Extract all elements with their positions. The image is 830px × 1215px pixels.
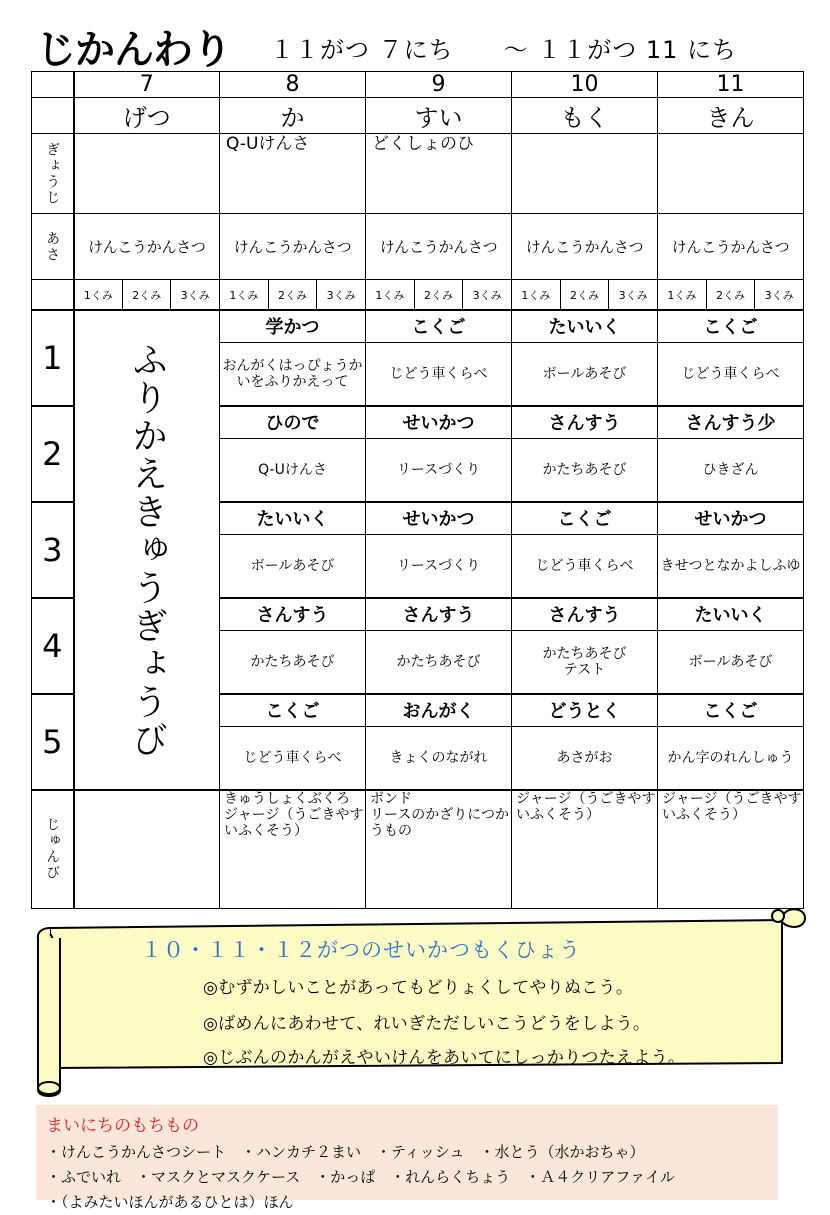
subject-name: こくご bbox=[703, 317, 758, 339]
goals-title: １０・１１・１２がつのせいかつもくひょう bbox=[141, 938, 581, 962]
kumi-cell bbox=[463, 280, 511, 309]
subject-cell bbox=[512, 598, 658, 630]
kumi-cell bbox=[609, 280, 657, 309]
prep-cell bbox=[220, 790, 366, 908]
activity-cell bbox=[220, 342, 366, 406]
kumi-label-cell bbox=[32, 280, 74, 311]
event-cell bbox=[74, 134, 220, 214]
morning-text: けんこうかんさつ bbox=[87, 238, 206, 256]
kumi-group-cell bbox=[74, 280, 220, 311]
kumi-cell bbox=[512, 280, 560, 309]
monday-holiday-text: ふりかえきゅうぎょうび bbox=[126, 341, 168, 759]
activity-text: かたちあそび bbox=[396, 653, 481, 670]
subject-name: たいいく bbox=[548, 317, 621, 339]
activity-text: じどう車くらべ bbox=[243, 749, 342, 766]
activity-cell bbox=[366, 630, 512, 694]
activity-text: きせつとなかよしふゆ bbox=[660, 557, 801, 574]
weekday-cell bbox=[366, 98, 512, 134]
weekday-cell bbox=[74, 98, 220, 134]
period-number-cell bbox=[32, 310, 74, 406]
prep-cell bbox=[366, 790, 512, 908]
prep-text: ボンド リースのかざりにつかうもの bbox=[370, 791, 510, 839]
activity-cell bbox=[658, 342, 804, 406]
timetable bbox=[31, 71, 804, 909]
subject-name: おんがく bbox=[402, 701, 475, 723]
subject-cell bbox=[366, 310, 512, 342]
activity-text: じどう車くらべ bbox=[389, 365, 488, 382]
period-number-cell bbox=[32, 502, 74, 598]
subject-name: たいいく bbox=[694, 605, 767, 627]
kumi-label: 1くみ bbox=[667, 288, 697, 302]
period-number: 1 bbox=[42, 339, 63, 377]
morning-text: けんこうかんさつ bbox=[525, 238, 644, 256]
morning-cell bbox=[658, 214, 804, 280]
period-number: 3 bbox=[42, 531, 63, 569]
subject-cell bbox=[658, 502, 804, 534]
kumi-label: 1くみ bbox=[521, 288, 551, 302]
activity-text: ボールあそび bbox=[250, 557, 335, 574]
kumi-label: 3くみ bbox=[180, 288, 210, 302]
events-label: ぎょうじ bbox=[44, 141, 61, 206]
activity-cell bbox=[220, 630, 366, 694]
activity-cell bbox=[366, 438, 512, 502]
goals-scroll bbox=[30, 898, 806, 1098]
corner-cell bbox=[32, 98, 74, 134]
kumi-cell bbox=[123, 280, 171, 309]
day-number-cell bbox=[366, 72, 512, 98]
day-number-cell bbox=[512, 72, 658, 98]
subject-name: こくご bbox=[703, 701, 758, 723]
daily-items-line: ・ふでいれ ・マスクとマスクケース ・かっぱ ・れんらくちょう ・Ａ４クリアファイル bbox=[46, 1168, 675, 1186]
subject-cell bbox=[658, 406, 804, 438]
kumi-split bbox=[512, 280, 657, 309]
goal-line: ◎ばめんにあわせて、れいぎただしいこうどうをしよう。 bbox=[203, 1014, 651, 1034]
kumi-group-cell bbox=[512, 280, 658, 311]
prep-text: ジャージ（うごきやすいふくそう） bbox=[662, 791, 802, 823]
period-number: 5 bbox=[42, 723, 63, 761]
activity-cell bbox=[366, 726, 512, 790]
kumi-cell bbox=[75, 280, 123, 309]
subject-cell bbox=[658, 694, 804, 726]
kumi-label: 1くみ bbox=[375, 288, 405, 302]
activity-text: かたちあそび bbox=[250, 653, 335, 670]
day-number: 9 bbox=[431, 72, 446, 97]
activity-cell bbox=[658, 438, 804, 502]
daily-items-title: まいにちのもちもの bbox=[46, 1116, 199, 1136]
monday-holiday-cell bbox=[74, 310, 220, 790]
kumi-cell bbox=[658, 280, 706, 309]
kumi-label: 3くみ bbox=[472, 288, 502, 302]
activity-text: ボールあそび bbox=[542, 365, 627, 382]
weekday-name: もく bbox=[560, 104, 609, 132]
kumi-label: 3くみ bbox=[618, 288, 648, 302]
prep-cell bbox=[74, 790, 220, 908]
event-cell bbox=[512, 134, 658, 214]
kumi-label: 1くみ bbox=[229, 288, 259, 302]
event-cell bbox=[220, 134, 366, 214]
morning-cell bbox=[512, 214, 658, 280]
subject-name: さんすう bbox=[256, 605, 329, 627]
prep-cell bbox=[512, 790, 658, 908]
subject-cell bbox=[512, 310, 658, 342]
morning-text: けんこうかんさつ bbox=[379, 238, 498, 256]
goal-line: ◎じぶんのかんがえやいけんをあいてにしっかりつたえよう。 bbox=[203, 1048, 686, 1068]
date-range: １１がつ ７にち ～ １１がつ 11 にち bbox=[270, 36, 738, 64]
morning-label-cell bbox=[32, 214, 74, 280]
morning-cell bbox=[366, 214, 512, 280]
subject-cell bbox=[512, 694, 658, 726]
period-number-cell bbox=[32, 406, 74, 502]
subject-name: こくご bbox=[411, 317, 466, 339]
activity-cell bbox=[512, 630, 658, 694]
subject-name: さんすう bbox=[548, 413, 621, 435]
activity-text: Q-Uけんさ bbox=[258, 461, 327, 478]
kumi-label: 2くみ bbox=[132, 288, 162, 302]
page-title: じかんわり bbox=[36, 27, 231, 73]
subject-cell bbox=[366, 502, 512, 534]
kumi-cell bbox=[171, 280, 219, 309]
subject-cell bbox=[512, 406, 658, 438]
event-cell bbox=[658, 134, 804, 214]
kumi-cell bbox=[220, 280, 268, 309]
kumi-cell bbox=[706, 280, 754, 309]
kumi-label: 2くみ bbox=[277, 288, 307, 302]
subject-cell bbox=[366, 694, 512, 726]
kumi-cell bbox=[560, 280, 608, 309]
activity-cell bbox=[220, 534, 366, 598]
subject-name: ひので bbox=[265, 413, 320, 435]
kumi-cell bbox=[755, 280, 803, 309]
subject-cell bbox=[220, 502, 366, 534]
activity-text: リースづくり bbox=[396, 461, 481, 478]
subject-name: さんすう少 bbox=[685, 413, 776, 435]
morning-text: けんこうかんさつ bbox=[233, 238, 352, 256]
activity-cell bbox=[512, 726, 658, 790]
daily-items-line: ・（よみたいほんがあるひとは）ほん bbox=[46, 1193, 294, 1211]
event-text: どくしょのひ bbox=[372, 134, 474, 154]
subject-cell bbox=[658, 598, 804, 630]
activity-text: かん字のれんしゅう bbox=[667, 749, 794, 766]
weekday-name: すい bbox=[414, 104, 463, 132]
day-number: 8 bbox=[285, 72, 300, 97]
activity-cell bbox=[512, 342, 658, 406]
day-number: 10 bbox=[570, 72, 599, 97]
day-number: 7 bbox=[139, 72, 154, 97]
kumi-split bbox=[75, 280, 220, 309]
subject-name: せいかつ bbox=[402, 509, 475, 531]
activity-cell bbox=[512, 438, 658, 502]
event-text: Q-Uけんさ bbox=[226, 134, 310, 154]
prep-label-cell bbox=[32, 790, 74, 908]
day-number-cell bbox=[658, 72, 804, 98]
prep-text: きゅうしょくぶくろ ジャージ（うごきやすいふくそう） bbox=[224, 791, 364, 839]
subject-name: せいかつ bbox=[694, 509, 767, 531]
event-cell bbox=[366, 134, 512, 214]
period-number: 2 bbox=[42, 435, 63, 473]
subject-cell bbox=[366, 406, 512, 438]
kumi-label: 2くみ bbox=[569, 288, 599, 302]
subject-name: こくご bbox=[557, 509, 612, 531]
kumi-group-cell bbox=[220, 280, 366, 311]
kumi-label: 3くみ bbox=[326, 288, 356, 302]
subject-name: こくご bbox=[265, 701, 320, 723]
kumi-label: 1くみ bbox=[83, 288, 113, 302]
kumi-label: 3くみ bbox=[764, 288, 794, 302]
daily-items-box bbox=[36, 1105, 778, 1211]
activity-cell bbox=[658, 534, 804, 598]
activity-cell bbox=[512, 534, 658, 598]
activity-cell bbox=[658, 630, 804, 694]
activity-cell bbox=[220, 726, 366, 790]
prep-cell bbox=[658, 790, 804, 908]
activity-text: あさがお bbox=[556, 749, 613, 766]
kumi-cell bbox=[317, 280, 365, 309]
period-number-cell bbox=[32, 598, 74, 694]
activity-text: かたちあそび テスト bbox=[542, 645, 627, 678]
subject-cell bbox=[512, 502, 658, 534]
subject-cell bbox=[366, 598, 512, 630]
activity-text: リースづくり bbox=[396, 557, 481, 574]
activity-cell bbox=[366, 534, 512, 598]
kumi-split bbox=[658, 280, 803, 309]
subject-cell bbox=[220, 598, 366, 630]
kumi-label: 2くみ bbox=[423, 288, 453, 302]
period-number: 4 bbox=[42, 627, 63, 665]
subject-cell bbox=[658, 310, 804, 342]
day-number-cell bbox=[220, 72, 366, 98]
subject-name: さんすう bbox=[548, 605, 621, 627]
activity-text: じどう車くらべ bbox=[681, 365, 780, 382]
kumi-split bbox=[366, 280, 511, 309]
activity-text: きょくのながれ bbox=[389, 749, 488, 766]
activity-text: かたちあそび bbox=[542, 461, 627, 478]
weekday-cell bbox=[512, 98, 658, 134]
weekday-cell bbox=[658, 98, 804, 134]
day-number: 11 bbox=[716, 72, 745, 97]
subject-cell bbox=[220, 694, 366, 726]
morning-label: あさ bbox=[44, 230, 61, 263]
activity-text: ボールあそび bbox=[688, 653, 773, 670]
kumi-cell bbox=[268, 280, 316, 309]
kumi-cell bbox=[366, 280, 414, 309]
weekday-cell bbox=[220, 98, 366, 134]
morning-cell bbox=[220, 214, 366, 280]
subject-name: さんすう bbox=[402, 605, 475, 627]
kumi-group-cell bbox=[658, 280, 804, 311]
goal-line: ◎むずかしいことがあってもどりょくしてやりぬこう。 bbox=[203, 978, 634, 998]
daily-items-line: ・けんこうかんさつシート ・ハンカチ２まい ・ティッシュ ・水とう（水かおちゃ） bbox=[46, 1143, 645, 1161]
activity-text: おんがくはっぴょうかいをふりかえって bbox=[222, 357, 363, 390]
events-label-cell bbox=[32, 134, 74, 214]
prep-label: じゅんび bbox=[44, 817, 61, 882]
activity-cell bbox=[220, 438, 366, 502]
subject-cell bbox=[220, 406, 366, 438]
kumi-split bbox=[220, 280, 365, 309]
subject-name: せいかつ bbox=[402, 413, 475, 435]
weekday-name: きん bbox=[706, 104, 755, 132]
subject-name: どうとく bbox=[548, 701, 621, 723]
kumi-label: 2くみ bbox=[715, 288, 745, 302]
activity-cell bbox=[366, 342, 512, 406]
morning-cell bbox=[74, 214, 220, 280]
weekday-name: か bbox=[280, 104, 305, 132]
subject-cell bbox=[220, 310, 366, 342]
kumi-cell bbox=[414, 280, 462, 309]
activity-text: ひきざん bbox=[702, 461, 759, 478]
corner-cell bbox=[32, 72, 74, 98]
activity-text: じどう車くらべ bbox=[535, 557, 634, 574]
subject-name: 学かつ bbox=[265, 317, 320, 339]
kumi-group-cell bbox=[366, 280, 512, 311]
period-number-cell bbox=[32, 694, 74, 790]
prep-text: ジャージ（うごきやすいふくそう） bbox=[516, 791, 656, 823]
activity-cell bbox=[658, 726, 804, 790]
weekday-name: げつ bbox=[122, 104, 171, 132]
morning-text: けんこうかんさつ bbox=[671, 238, 790, 256]
subject-name: たいいく bbox=[256, 509, 329, 531]
day-number-cell bbox=[74, 72, 220, 98]
